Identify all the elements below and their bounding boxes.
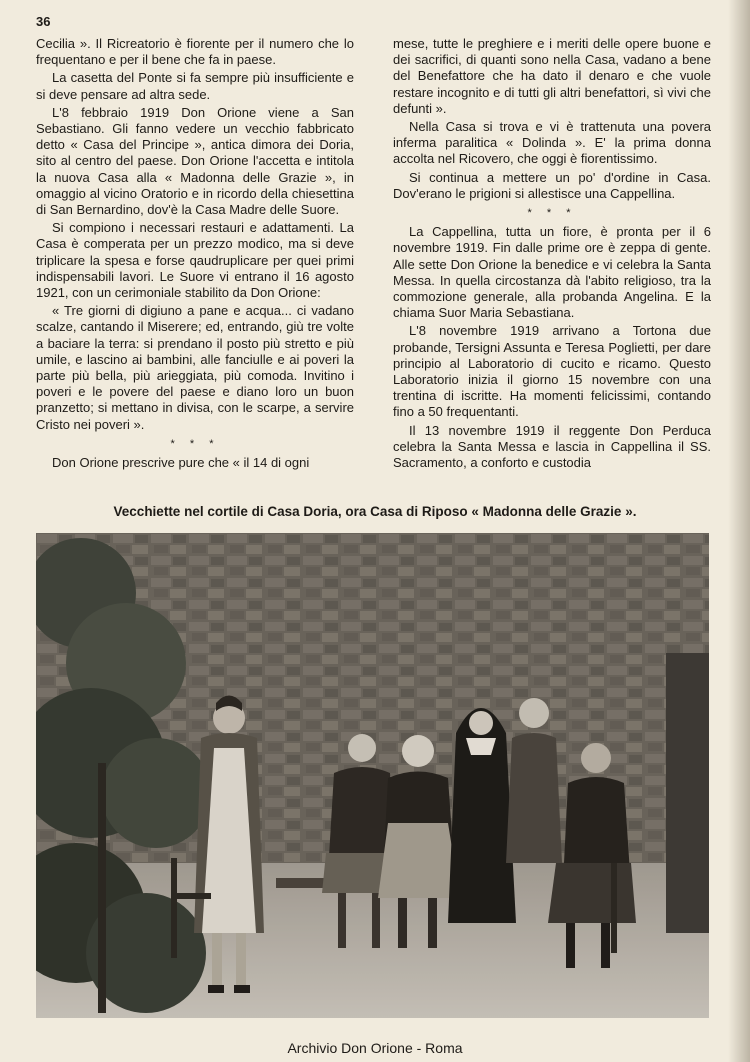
paragraph: mese, tutte le preghiere e i meriti delle opere buone e dei sacrifici, di quanti sono nella Casa, vadano a bene del Benefattore che ha dato il denaro e che vuole restare incognito e di tutti gli altri benefattori, sì vivi che defunti ». — [393, 36, 711, 116]
paragraph: La Cappellina, tutta un fiore, è pronta per il 6 novembre 1919. Fin dalle prime ore è zeppa di gente. Alle sette Don Orione la benedice e vi celebra la Santa Messa. In quella circostanza dà l'abito religioso, tra la commozione generale, alla probanda Angelina. E la chiama Suor Maria Sebastiana. — [393, 224, 711, 321]
paragraph: Don Orione prescrive pure che « il 14 di ogni — [52, 455, 310, 471]
paragraph: Il 13 novembre 1919 il reggente Don Perduca celebra la Santa Messa e lascia in Cappellina il SS. Sacramento, a conforto e custodia — [393, 422, 711, 471]
section-separator: * * * — [527, 207, 577, 220]
paragraph: L'8 febbraio 1919 Don Orione viene a San Sebastiano. Gli fanno vedere un vecchio fabbricato detto « Casa del Principe », antica dimora dei Doria, sito al centro del paese. Don Orione l'accetta e intitola la nuova Casa alla « Madonna delle Grazie », in omaggio al vicino Oratorio e in ricordo della chiesettina di San Bernardino, dov'è la Casa Madre delle Suore. — [36, 104, 354, 218]
paragraph: Si continua a mettere un po' d'ordine in Casa. Dov'erano le prigioni si allestisce una Cappellina. — [393, 169, 711, 201]
paragraph: L'8 novembre 1919 arrivano a Tortona due probande, Tersigni Assunta e Teresa Poglietti, per dare principio al Laboratorio di cucito e ricamo. Questo Laboratorio inizia il giorno 15 novembre con una trentina di iscritte. Ha momenti felicissimi, contando fino a 50 frequentanti. — [393, 323, 711, 420]
courtyard-photo — [36, 533, 709, 1018]
paragraph: La casetta del Ponte si fa sempre più insufficiente e si deve pensare ad altra sede. — [36, 70, 354, 102]
left-text-column — [36, 36, 354, 486]
right-text-column — [393, 36, 711, 486]
section-separator: * * * — [170, 437, 220, 450]
photo-caption: Vecchiette nel cortile di Casa Doria, ora Casa di Riposo « Madonna delle Grazie ». — [113, 504, 637, 519]
page-number: 36 — [36, 14, 51, 29]
paragraph: Cecilia ». Il Ricreatorio è fiorente per il numero che lo frequentano e per il bene che fa in paese. — [36, 36, 354, 68]
page-gutter-shadow — [728, 0, 750, 1062]
paragraph: Si compiono i necessari restauri e adattamenti. La Casa è comperata per un prezzo modico, ma si deve triplicare la spesa e forse qaudruplicare per quei primi indispensabili lavori. Le Suore vi entrano il 16 agosto 1921, con un cerimoniale stabilito da Don Orione: — [36, 220, 354, 301]
archive-footer: Archivio Don Orione - Roma — [287, 1040, 463, 1056]
quote-paragraph: « Tre giorni di digiuno a pane e acqua... ci vadano scalze, cantando il Miserere; ed, entrando, giù tre volte a baciare la terra: si prendano il posto più stretto e più umile, e lascino ai bambini, alle fanciulle e ai poveri la parte più bella, più arieggiata, più comoda. Invitino i poveri e le povere del paese e diano loro un buon pranzetto; si mettano in divisa, con le scarpe, a servire Cristo nei poveri ». — [36, 303, 354, 432]
paragraph: Nella Casa si trova e vi è trattenuta una povera inferma paralitica « Dolinda ». E' la prima donna accolta nel Ricovero, che oggi è fiorentissimo. — [393, 119, 711, 167]
